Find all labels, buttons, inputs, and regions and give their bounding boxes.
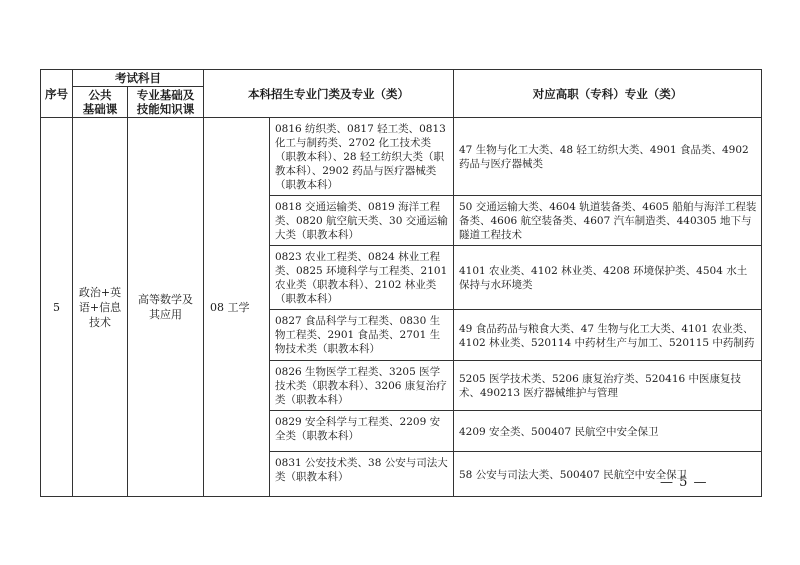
header-undergrad-major: 本科招生专业门类及专业（类） <box>204 70 454 118</box>
undergrad-major-cell: 0816 纺织类、0817 轻工类、0813 化工与制药类、2702 化工技术类（职教本科）、28 轻工纺织大类（职教本科）、2902 药品与医疗器械类（职教本科） <box>270 118 454 196</box>
undergrad-major-cell: 0829 安全科学与工程类、2209 安全类（职教本科） <box>270 411 454 452</box>
major-mapping-table <box>40 69 762 497</box>
vocational-major-cell: 4101 农业类、4102 林业类、4208 环境保护类、4504 水土保持与水环境类 <box>454 246 762 310</box>
group-professional-course: 高等数学及其应用 <box>128 118 204 497</box>
undergrad-major-cell: 0818 交通运输类、0819 海洋工程类、0820 航空航天类、30 交通运输大类（职教本科） <box>270 196 454 246</box>
header-vocational-major: 对应高职（专科）专业（类） <box>454 70 762 118</box>
group-seq: 5 <box>41 118 73 497</box>
page-number: — 5 — <box>660 475 708 490</box>
undergrad-major-cell: 0823 农业工程类、0824 林业工程类、0825 环境科学与工程类、2101 农业类（职教本科）、2102 林业类（职教本科） <box>270 246 454 310</box>
header-exam-subjects: 考试科目 <box>73 70 204 87</box>
vocational-major-cell: 49 食品药品与粮食大类、47 生物与化工大类、4101 农业类、4102 林业类、520114 中药材生产与加工、520115 中药制药 <box>454 310 762 361</box>
group-category: 08 工学 <box>204 118 270 497</box>
vocational-major-cell: 58 公安与司法大类、500407 民航空中安全保卫 <box>454 452 762 497</box>
vocational-major-cell: 50 交通运输大类、4604 轨道装备类、4605 船舶与海洋工程装备类、4606 航空装备类、4607 汽车制造类、440305 地下与隧道工程技术 <box>454 196 762 246</box>
header-professional-course: 专业基础及 技能知识课 <box>128 87 204 118</box>
undergrad-major-cell: 0826 生物医学工程类、3205 医学技术类（职教本科）、3206 康复治疗类（职教本科） <box>270 361 454 411</box>
vocational-major-cell: 5205 医学技术类、5206 康复治疗类、520416 中医康复技术、490213 医疗器械维护与管理 <box>454 361 762 411</box>
undergrad-major-cell: 0827 食品科学与工程类、0830 生物工程类、2901 食品类、2701 生物技术类（职教本科） <box>270 310 454 361</box>
vocational-major-cell: 47 生物与化工大类、48 轻工纺织大类、4901 食品类、4902 药品与医疗器械类 <box>454 118 762 196</box>
vocational-major-cell: 4209 安全类、500407 民航空中安全保卫 <box>454 411 762 452</box>
group-public-course: 政治+英语+信息技术 <box>73 118 128 497</box>
header-public-course: 公共 基础课 <box>73 87 128 118</box>
header-seq: 序号 <box>41 70 73 118</box>
undergrad-major-cell: 0831 公安技术类、38 公安与司法大类（职教本科） <box>270 452 454 497</box>
